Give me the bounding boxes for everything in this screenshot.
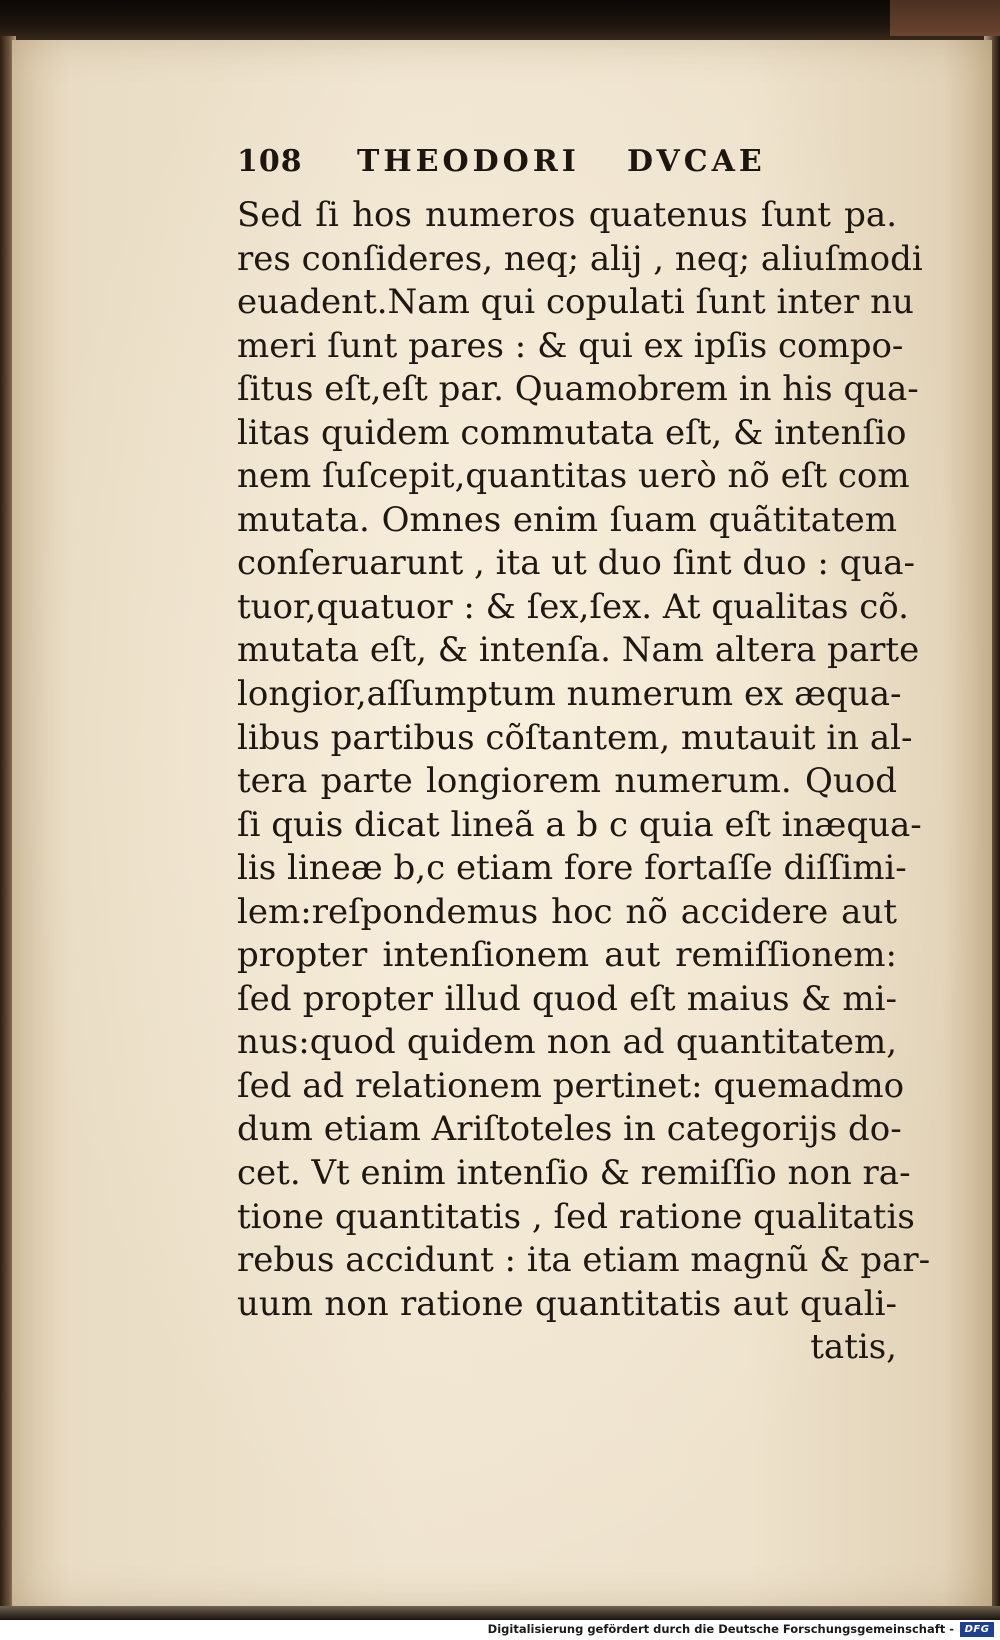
book-page	[12, 40, 992, 1608]
text-line: ſed ad relationem pertinet: quemadmo	[237, 1065, 905, 1106]
text-line: ſitus eſt,eſt par. Quamobrem in his qua-	[237, 369, 919, 410]
text-line: euadent.Nam qui copulati ſunt inter nu	[237, 282, 914, 323]
text-line: propter intenſionem aut remiſſionem:	[237, 935, 897, 976]
text-line: cet. Vt enim intenſio & remiſſio non ra-	[237, 1153, 911, 1194]
running-head-surname: DVCAE	[627, 144, 766, 179]
text-line: uum non ratione quantitatis aut quali-	[237, 1283, 897, 1324]
book-top-edge	[0, 0, 1000, 42]
text-line: conſeruarunt , ita ut duo ſint duo : qua-	[237, 543, 916, 584]
text-line: lem:reſpondemus hoc nõ accidere aut	[237, 891, 897, 932]
text-line: lis lineæ b,c etiam fore fortaſſe diſſimi-	[237, 848, 907, 889]
text-line: tuor,quatuor : & ſex,ſex. At qualitas cõ.	[237, 586, 909, 627]
catchword: tatis,	[810, 1327, 897, 1368]
text-line: ſi quis dicat lineã a b c quia eſt inæqua-	[237, 804, 922, 845]
text-line: longior,aſſumptum numerum ex æqua-	[237, 674, 902, 715]
body-text	[237, 194, 937, 1370]
running-head-author: THEODORI	[357, 144, 580, 179]
text-line: res conſideres, neq; alij , neq; aliuſmodi	[237, 238, 923, 279]
book-cover-corner	[890, 0, 1000, 36]
text-line: tera parte longiorem numerum. Quod	[237, 761, 897, 802]
page-content	[237, 144, 937, 1370]
text-line: dum etiam Ariſtoteles in categorijs do-	[237, 1109, 902, 1150]
text-line: Sed ſi hos numeros quatenus ſunt pa.	[237, 195, 897, 235]
text-line: nus:quod quidem non ad quantitatem,	[237, 1022, 897, 1063]
text-line: meri ſunt pares : & qui ex ipſis compo-	[237, 325, 904, 366]
page-number: 108	[237, 144, 303, 179]
text-line: litas quidem commutata eſt, & intenſio	[237, 412, 907, 453]
text-line: rebus accidunt : ita etiam magnũ & par-	[237, 1240, 931, 1281]
book-bottom-edge	[0, 1606, 1000, 1620]
text-line: tione quantitatis , ſed ratione qualitatis	[237, 1196, 915, 1237]
text-line: mutata. Omnes enim ſuam quãtitatem	[237, 499, 897, 540]
text-line: mutata eſt, & intenſa. Nam altera parte	[237, 630, 920, 671]
dfg-logo: DFG	[960, 1622, 994, 1637]
funding-note: Digitalisierung gefördert durch die Deutsche Forschungsgemeinschaft -	[487, 1622, 954, 1636]
text-line: ſed propter illud quod eſt maius & mi-	[237, 978, 897, 1019]
text-line: nem ſuſcepit,quantitas uerò nõ eſt com	[237, 456, 910, 497]
running-head	[237, 144, 937, 188]
text-line: libus partibus cõſtantem, mutauit in al-	[237, 717, 913, 758]
